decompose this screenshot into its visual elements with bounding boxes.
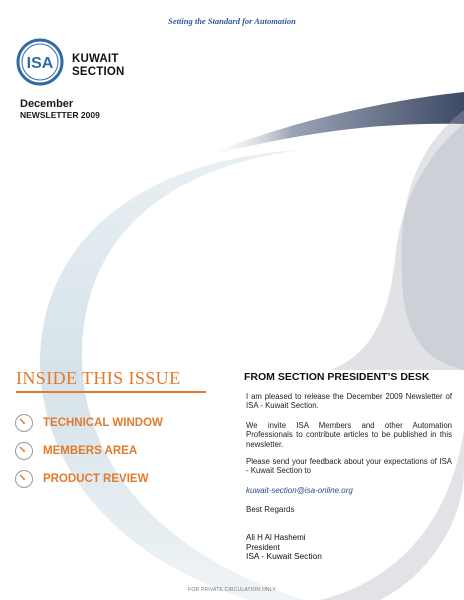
isa-logo-icon: [16, 38, 64, 86]
closing-text: Best Regards: [246, 505, 295, 514]
desk-paragraph-invite: We invite ISA Members and other Automation Professionals to contribute articles to be published in this newsletter.: [246, 421, 452, 449]
logo-line1: KUWAIT: [72, 53, 119, 65]
toc-label: MEMBERS AREA: [43, 445, 138, 457]
compass-dial-icon: [14, 441, 34, 461]
compass-dial-icon: [14, 469, 34, 489]
logo-mark-text: ISA: [26, 55, 54, 72]
toc-item-members-area[interactable]: [14, 439, 137, 463]
header-tagline: Setting the Standard for Automation: [168, 16, 296, 26]
signature-org: ISA - Kuwait Section: [246, 551, 322, 562]
contact-email-link[interactable]: kuwait-section@isa-online.org: [246, 486, 353, 495]
signature-block: [246, 533, 322, 562]
issue-subtitle: NEWSLETTER 2009: [20, 110, 100, 120]
signature-role: President: [246, 542, 280, 552]
desk-paragraph-intro: I am pleased to release the December 2009 Newsletter of ISA - Kuwait Section.: [246, 392, 452, 411]
toc-label: PRODUCT REVIEW: [43, 473, 149, 485]
issue-month: December: [20, 98, 74, 110]
toc-label: TECHNICAL WINDOW: [43, 417, 163, 429]
logo-section-name: [72, 53, 125, 79]
toc-item-product-review[interactable]: [14, 467, 148, 491]
desk-paragraph-feedback: Please send your feedback about your expectations of ISA - Kuwait Section to: [246, 457, 452, 476]
footer-note: FOR PRIVATE CIRCULATION ONLY: [188, 587, 276, 593]
logo-line2: SECTION: [72, 66, 125, 78]
inside-issue-rule: [16, 391, 206, 393]
compass-dial-icon: [14, 413, 34, 433]
president-desk-heading: FROM SECTION PRESIDENT’S DESK: [244, 371, 430, 383]
inside-issue-heading: INSIDE THIS ISSUE: [16, 368, 181, 388]
signature-name: Ali H Al Hashemi: [246, 533, 306, 542]
toc-item-technical-window[interactable]: [14, 411, 163, 435]
